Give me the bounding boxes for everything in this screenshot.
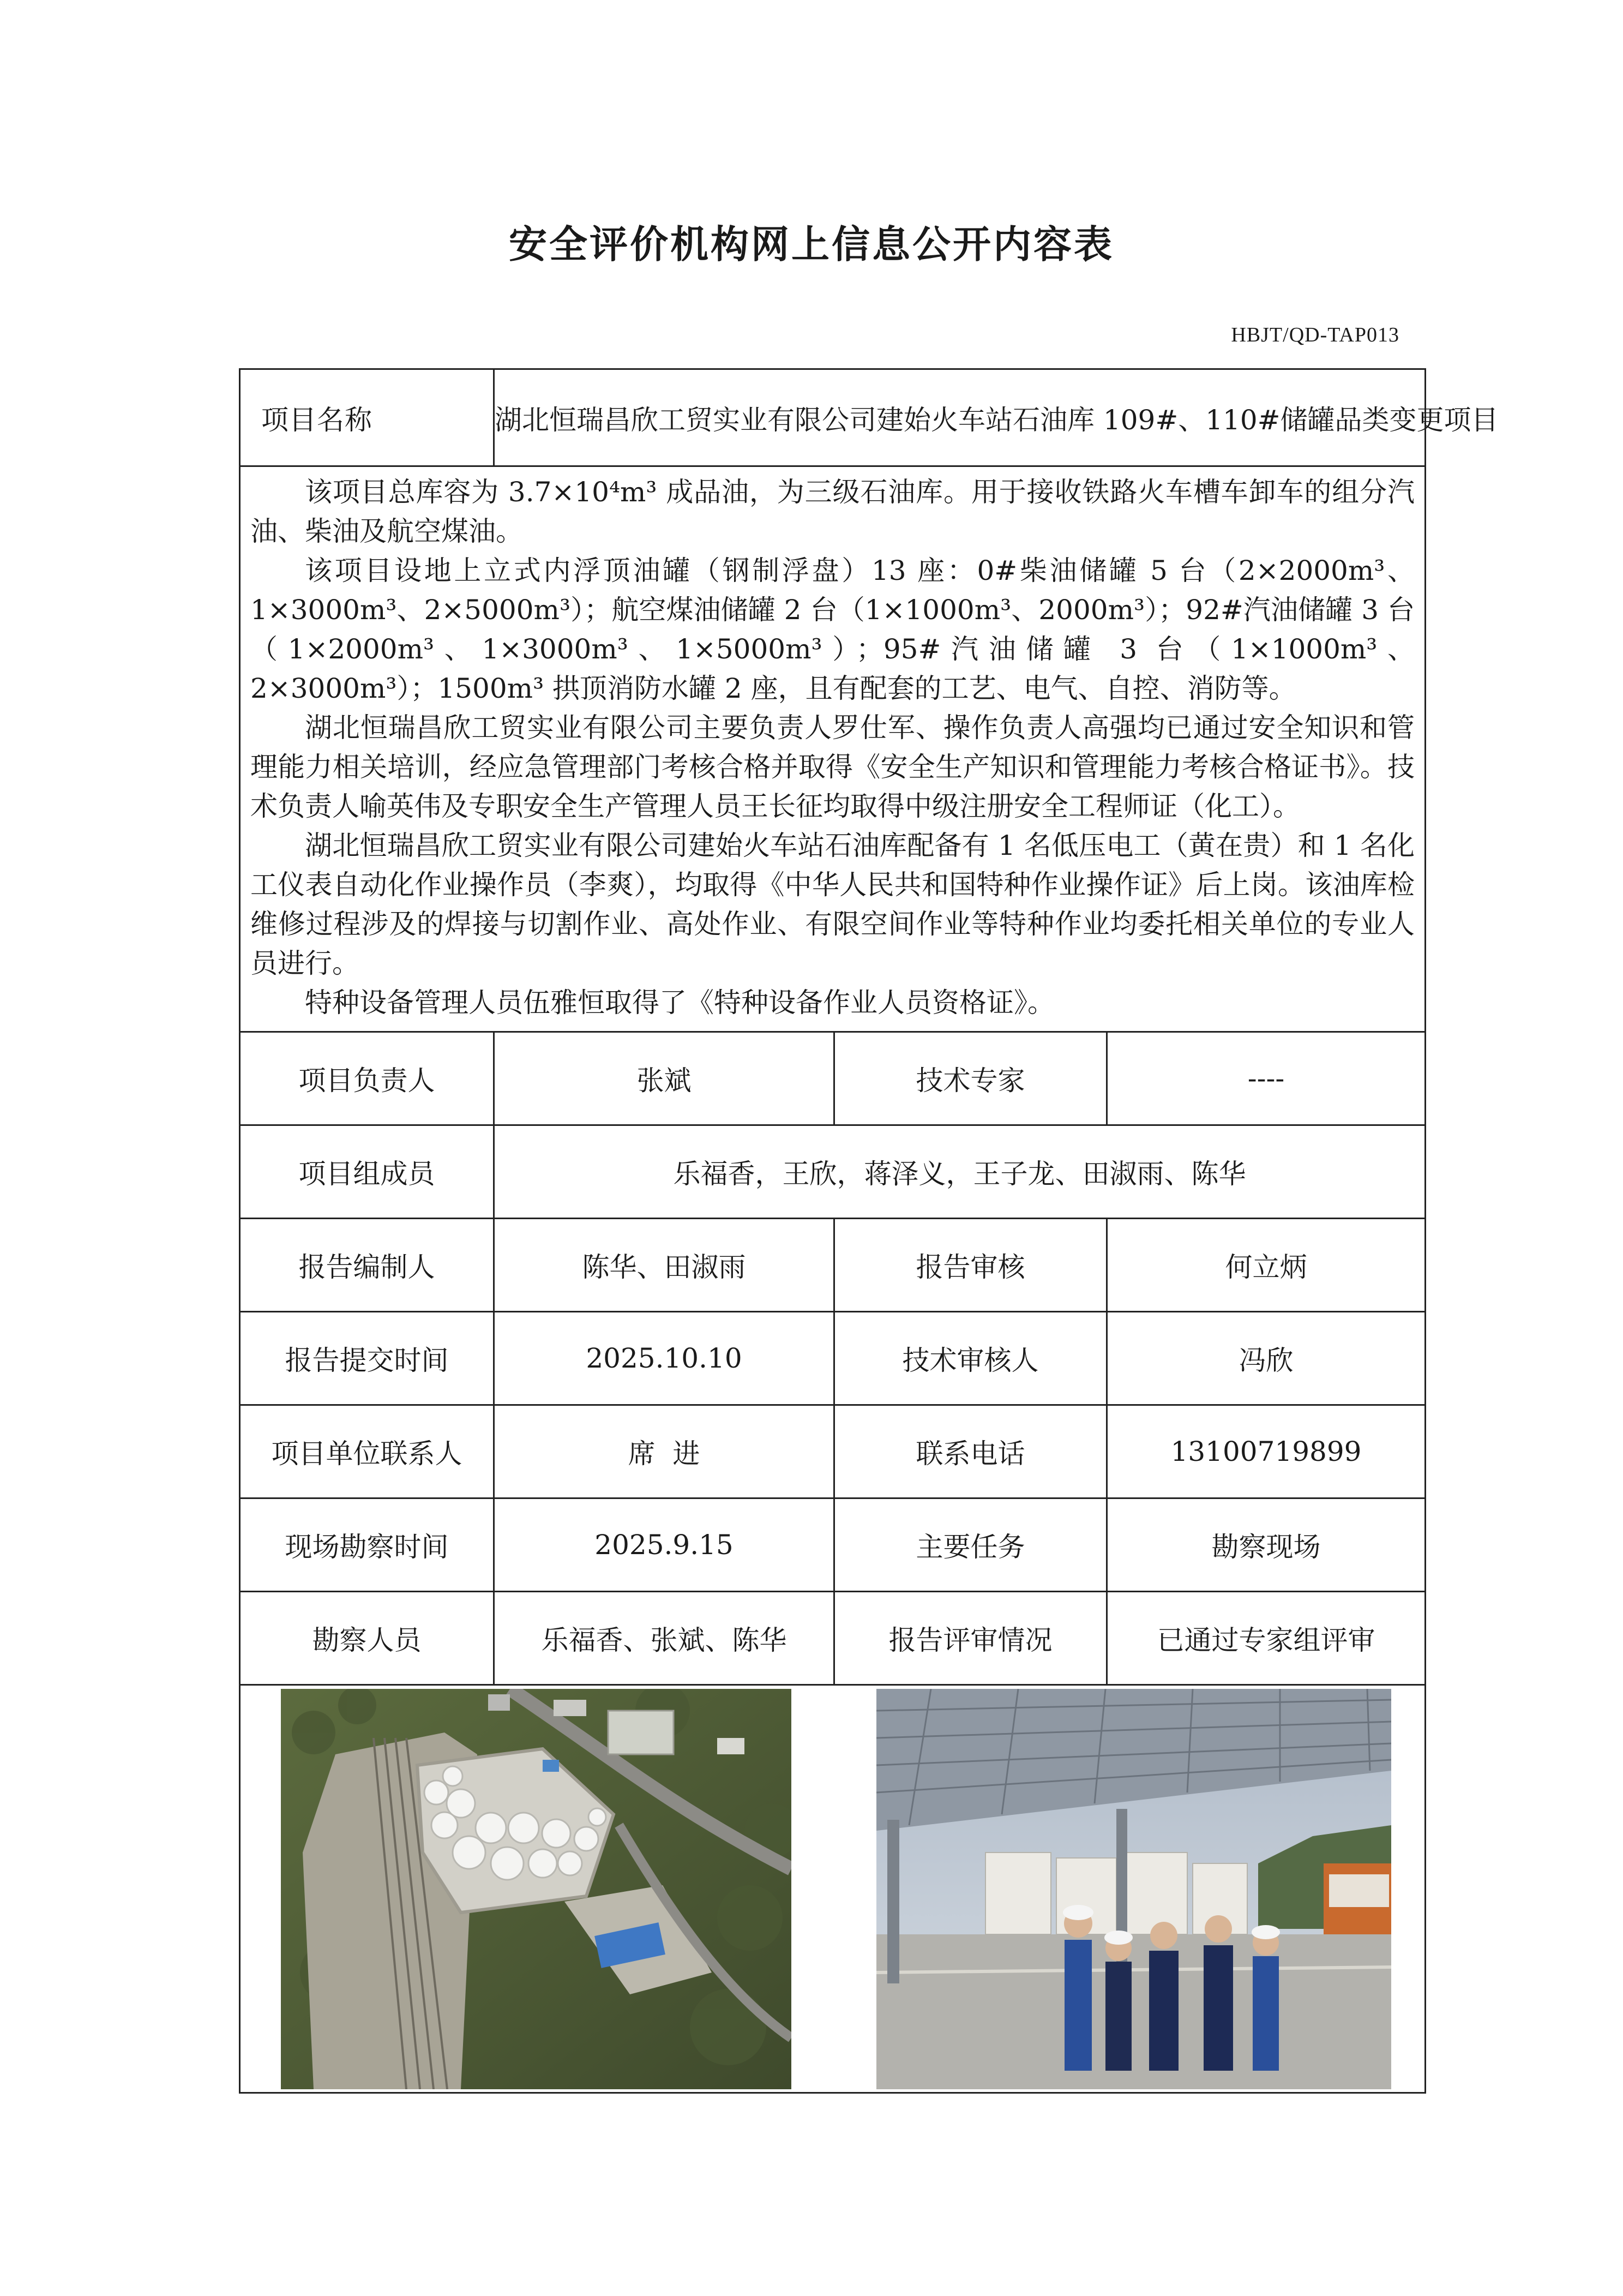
photo-row (240, 1685, 1426, 2093)
document-number: HBJT/QD-TAP013 (1231, 323, 1399, 346)
row-label: 项目负责人 (240, 1032, 494, 1125)
row-value: 2025.10.10 (494, 1312, 834, 1405)
table-row (240, 1032, 1426, 1125)
project-description (240, 466, 1426, 1032)
project-name-value: 湖北恒瑞昌欣工贸实业有限公司建始火车站石油库 109#、110#储罐品类变更项目 (494, 369, 1426, 466)
project-name-label: 项目名称 (240, 369, 494, 466)
row-value: 陈华、田淑雨 (494, 1219, 834, 1312)
row-value: 张斌 (494, 1032, 834, 1125)
row-value: ---- (1107, 1032, 1426, 1125)
aerial-photo-icon (281, 1689, 791, 2089)
table-row (240, 1312, 1426, 1405)
photo-cell (240, 1685, 1426, 2093)
table-row (240, 1125, 1426, 1219)
row-value: 勘察现场 (1107, 1498, 1426, 1592)
description-paragraph: 湖北恒瑞昌欣工贸实业有限公司建始火车站石油库配备有 1 名低压电工（黄在贵）和 1 名化工仪表自动化作业操作员（李爽），均取得《中华人民共和国特种作业操作证》后上岗。该油库检维修过程涉及的焊接与切割作业、高处作业、有限空间作业等特种作业均委托相关单位的专业人员进行。 (250, 830, 1415, 979)
row-label: 技术专家 (834, 1032, 1107, 1125)
row-label: 报告评审情况 (834, 1592, 1107, 1685)
project-name-row (240, 369, 1426, 466)
row-value: 已通过专家组评审 (1107, 1592, 1426, 1685)
row-label: 主要任务 (834, 1498, 1107, 1592)
info-table (239, 368, 1499, 2094)
page-title: 安全评价机构网上信息公开内容表 (509, 222, 1114, 267)
site-photo-icon (876, 1689, 1391, 2089)
table-row (240, 1592, 1426, 1685)
row-label: 现场勘察时间 (240, 1498, 494, 1592)
row-label: 报告编制人 (240, 1219, 494, 1312)
table-row (240, 1219, 1426, 1312)
row-value: 乐福香，王欣，蒋泽义，王子龙、田淑雨、陈华 (494, 1125, 1426, 1219)
table-row (240, 1405, 1426, 1498)
row-value: 冯欣 (1107, 1312, 1426, 1405)
row-value: 席 进 (494, 1405, 834, 1498)
row-label: 联系电话 (834, 1405, 1107, 1498)
table-row (240, 1498, 1426, 1592)
row-label: 报告提交时间 (240, 1312, 494, 1405)
row-label: 项目单位联系人 (240, 1405, 494, 1498)
row-value: 13100719899 (1107, 1405, 1426, 1498)
description-paragraph: 该项目设地上立式内浮顶油罐（钢制浮盘）13 座：0#柴油储罐 5 台（2×2000m³、1×3000m³、2×5000m³）；航空煤油储罐 2 台（1×1000m³、2000m³）；92#汽油储罐 3 台（1×2000m³、1×3000m³、1×5000m³）；95#汽油储罐 3 台（1×1000m³、2×3000m³）；1500m³ 拱顶消防水罐 2 座，且有配套的工艺、电气、自控、消防等。 (250, 555, 1415, 704)
description-paragraph: 特种设备管理人员伍雅恒取得了《特种设备作业人员资格证》。 (305, 987, 1055, 1018)
row-value: 何立炳 (1107, 1219, 1426, 1312)
row-label: 项目组成员 (240, 1125, 494, 1219)
description-paragraph: 湖北恒瑞昌欣工贸实业有限公司主要负责人罗仕军、操作负责人高强均已通过安全知识和管理能力相关培训，经应急管理部门考核合格并取得《安全生产知识和管理能力考核合格证书》。技术负责人喻英伟及专职安全生产管理人员王长征均取得中级注册安全工程师证（化工）。 (250, 712, 1415, 822)
row-label: 技术审核人 (834, 1312, 1107, 1405)
row-value: 乐福香、张斌、陈华 (494, 1592, 834, 1685)
row-label: 报告审核 (834, 1219, 1107, 1312)
description-paragraph: 该项目总库容为 3.7×10⁴m³ 成品油，为三级石油库。用于接收铁路火车槽车卸车的组分汽油、柴油及航空煤油。 (250, 476, 1415, 547)
description-row (240, 466, 1426, 1032)
row-value: 2025.9.15 (494, 1498, 834, 1592)
row-label: 勘察人员 (240, 1592, 494, 1685)
